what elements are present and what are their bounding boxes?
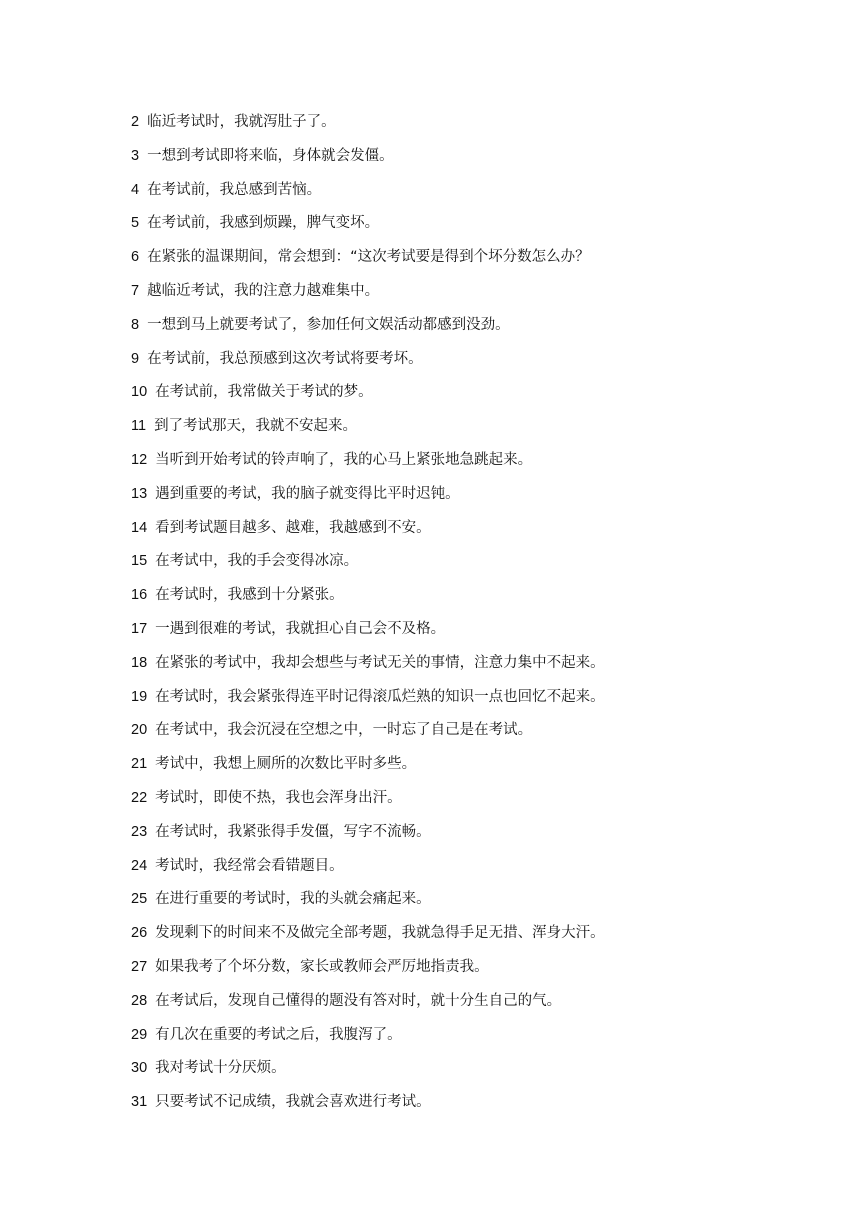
list-item <box>131 1090 831 1124</box>
item-number: 27 <box>131 958 148 975</box>
list-item <box>131 448 831 482</box>
item-number: 25 <box>131 891 148 908</box>
item-number: 15 <box>131 553 148 570</box>
item-number: 26 <box>131 925 148 942</box>
item-number: 17 <box>131 620 148 637</box>
list-item <box>131 482 831 516</box>
item-number: 14 <box>131 519 148 536</box>
item-text: 临近考试时，我就泻肚子了。 <box>147 114 336 130</box>
item-text: 看到考试题目越多、越难，我越感到不安。 <box>155 519 431 536</box>
list-item <box>131 380 831 414</box>
item-number: 6 <box>131 249 140 266</box>
list-item <box>131 786 831 820</box>
item-number: 5 <box>131 215 140 232</box>
item-number: 30 <box>131 1060 148 1077</box>
item-number: 23 <box>131 823 148 840</box>
item-number: 8 <box>131 316 140 333</box>
item-number: 7 <box>131 282 140 299</box>
list-item <box>131 1023 831 1057</box>
item-text: 只要考试不记成绩，我就会喜欢进行考试。 <box>155 1094 431 1111</box>
item-number: 24 <box>131 857 148 874</box>
item-text: 发现剩下的时间来不及做完全部考题，我就急得手足无措、浑身大汗。 <box>155 925 605 942</box>
item-text: 一想到考试即将来临，身体就会发僵。 <box>147 147 394 164</box>
item-text: 考试时，我经常会看错题目。 <box>155 857 344 874</box>
list-item <box>131 313 831 347</box>
item-number: 20 <box>131 722 148 739</box>
item-text: 在考试时，我感到十分紧张。 <box>155 587 344 604</box>
item-text: 到了考试那天，我就不安起来。 <box>154 418 358 435</box>
list-item <box>131 245 831 279</box>
list-item <box>131 685 831 719</box>
item-text: 在考试前，我总预感到这次考试将要考坏。 <box>147 350 423 367</box>
item-text: 越临近考试，我的注意力越难集中。 <box>147 282 380 299</box>
list-item <box>131 820 831 854</box>
item-number: 28 <box>131 992 148 1009</box>
item-text: 在考试前，我常做关于考试的梦。 <box>155 384 373 401</box>
item-number: 29 <box>131 1026 148 1043</box>
item-number: 31 <box>131 1094 148 1111</box>
list-item <box>131 752 831 786</box>
item-text: 在紧张的温课期间，常会想到：“这次考试要是得到个坏分数怎么办？ <box>147 249 590 266</box>
item-text: 在考试后，发现自己懂得的题没有答对时，就十分生自己的气。 <box>155 992 562 1009</box>
item-text: 在考试前，我总感到苦恼。 <box>147 181 322 198</box>
list-item <box>131 279 831 313</box>
item-number: 3 <box>131 147 140 164</box>
item-number: 18 <box>131 654 148 671</box>
item-number: 2 <box>131 114 140 130</box>
list-item <box>131 718 831 752</box>
item-number: 19 <box>131 688 148 705</box>
list-item <box>131 347 831 381</box>
list-item <box>131 414 831 448</box>
item-number: 12 <box>131 451 148 468</box>
list-item <box>131 921 831 955</box>
item-text: 遇到重要的考试，我的脑子就变得比平时迟钝。 <box>155 485 460 502</box>
item-text: 在进行重要的考试时，我的头就会痛起来。 <box>155 891 431 908</box>
item-text: 考试时，即使不热，我也会浑身出汗。 <box>155 789 402 806</box>
item-number: 4 <box>131 181 140 198</box>
item-text: 一想到马上就要考试了，参加任何文娱活动都感到没劲。 <box>147 316 510 333</box>
item-number: 11 <box>131 418 147 435</box>
list-item <box>131 211 831 245</box>
item-text: 考试中，我想上厕所的次数比平时多些。 <box>155 756 417 773</box>
list-item <box>131 955 831 989</box>
item-number: 13 <box>131 485 148 502</box>
item-text: 在考试时，我会紧张得连平时记得滚瓜烂熟的知识一点也回忆不起来。 <box>155 688 605 705</box>
item-text: 在紧张的考试中，我却会想些与考试无关的事情，注意力集中不起来。 <box>155 654 605 671</box>
item-text: 当听到开始考试的铃声响了，我的心马上紧张地急跳起来。 <box>155 451 533 468</box>
question-list <box>131 110 831 1124</box>
item-text: 如果我考了个坏分数，家长或教师会严厉地指责我。 <box>155 958 489 975</box>
list-item <box>131 110 831 144</box>
item-text: 在考试时，我紧张得手发僵，写字不流畅。 <box>155 823 431 840</box>
item-text: 有几次在重要的考试之后，我腹泻了。 <box>155 1026 402 1043</box>
list-item <box>131 1056 831 1090</box>
item-text: 在考试中，我的手会变得冰凉。 <box>155 553 359 570</box>
item-number: 21 <box>131 756 148 773</box>
item-text: 我对考试十分厌烦。 <box>155 1060 286 1077</box>
list-item <box>131 144 831 178</box>
list-item <box>131 583 831 617</box>
item-text: 一遇到很难的考试，我就担心自己会不及格。 <box>155 620 446 637</box>
item-number: 22 <box>131 789 148 806</box>
list-item <box>131 989 831 1023</box>
list-item <box>131 516 831 550</box>
item-text: 在考试前，我感到烦躁，脾气变坏。 <box>147 215 380 232</box>
item-number: 10 <box>131 384 148 401</box>
list-item <box>131 887 831 921</box>
list-item <box>131 549 831 583</box>
item-number: 16 <box>131 587 148 604</box>
list-item <box>131 178 831 212</box>
item-number: 9 <box>131 350 140 367</box>
list-item <box>131 854 831 888</box>
list-item <box>131 617 831 651</box>
item-text: 在考试中，我会沉浸在空想之中，一时忘了自己是在考试。 <box>155 722 533 739</box>
list-item <box>131 651 831 685</box>
